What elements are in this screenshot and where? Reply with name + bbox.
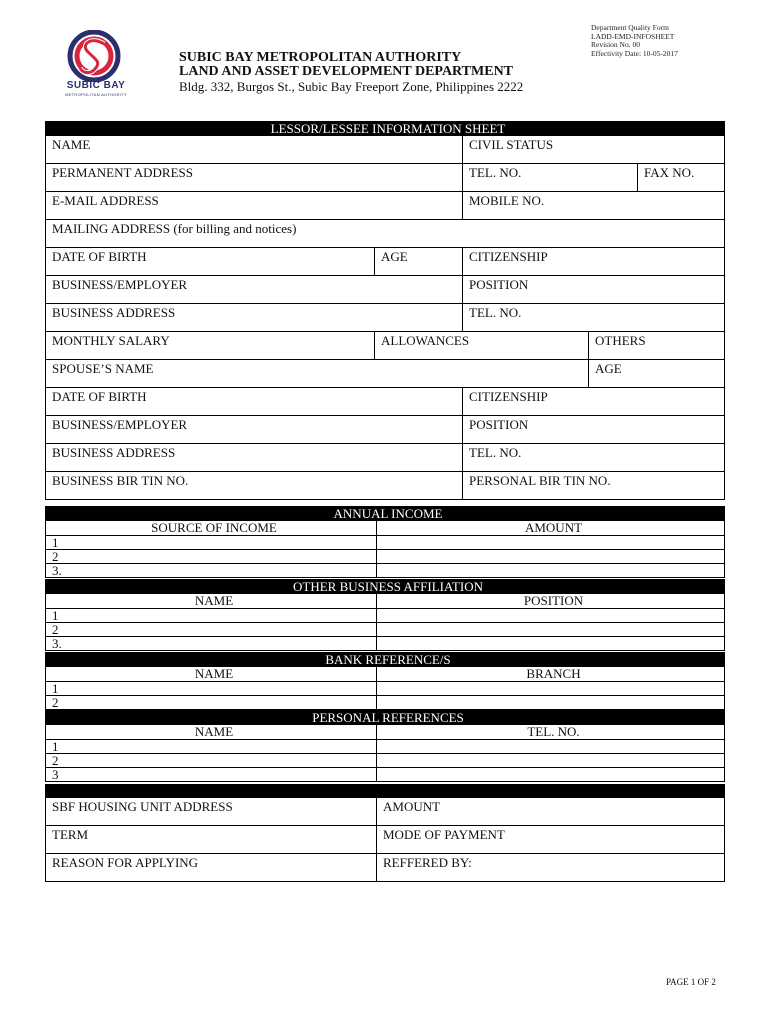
lessee-info-table <box>45 121 725 500</box>
business-tel-field[interactable]: TEL. NO. <box>463 304 725 332</box>
section-title-affiliation: OTHER BUSINESS AFFILIATION <box>46 580 725 594</box>
income-amount-cell[interactable] <box>377 536 725 550</box>
name-field[interactable]: NAME <box>46 136 463 164</box>
section-title-info: LESSOR/LESSEE INFORMATION SHEET <box>46 122 725 136</box>
personal-ref-row-number[interactable]: 3 <box>46 768 377 782</box>
personal-ref-tel-cell[interactable] <box>377 754 725 768</box>
income-row-number[interactable]: 3. <box>46 564 377 578</box>
date-of-birth-field[interactable]: DATE OF BIRTH <box>46 248 375 276</box>
fax-no-field[interactable]: FAX NO. <box>638 164 725 192</box>
page-number: PAGE 1 OF 2 <box>666 977 716 987</box>
revision-no: Revision No. 00 <box>591 40 640 49</box>
spouse-business-employer-field[interactable]: BUSINESS/EMPLOYER <box>46 416 463 444</box>
position-field[interactable]: POSITION <box>463 276 725 304</box>
annual-income-table <box>45 506 725 578</box>
bank-row-number[interactable]: 1 <box>46 682 377 696</box>
bank-branch-cell[interactable] <box>377 682 725 696</box>
term-field[interactable]: TERM <box>46 826 377 854</box>
effectivity-date: Effectivity Date: 10-05-2017 <box>591 48 678 58</box>
email-address-field[interactable]: E-MAIL ADDRESS <box>46 192 463 220</box>
spouse-business-address-field[interactable]: BUSINESS ADDRESS <box>46 444 463 472</box>
business-affiliation-table <box>45 579 725 651</box>
column-header-branch: BRANCH <box>377 667 725 682</box>
affiliation-row-number[interactable]: 1 <box>46 609 377 623</box>
section-divider-bar <box>46 785 725 798</box>
spouse-dob-field[interactable]: DATE OF BIRTH <box>46 388 463 416</box>
affiliation-position-cell[interactable] <box>377 637 725 651</box>
form-code: LADD-EMD-INFOSHEET <box>591 31 675 41</box>
bank-references-table <box>45 652 725 710</box>
spouse-name-field[interactable]: SPOUSE’S NAME <box>46 360 589 388</box>
spouse-citizenship-field[interactable]: CITIZENSHIP <box>463 388 725 416</box>
age-field[interactable]: AGE <box>375 248 463 276</box>
income-amount-cell[interactable] <box>377 564 725 578</box>
personal-ref-row-number[interactable]: 2 <box>46 754 377 768</box>
income-amount-cell[interactable] <box>377 550 725 564</box>
personal-bir-tin-field[interactable]: PERSONAL BIR TIN NO. <box>463 472 725 500</box>
mobile-no-field[interactable]: MOBILE NO. <box>463 192 725 220</box>
business-address-field[interactable]: BUSINESS ADDRESS <box>46 304 463 332</box>
column-header-amount: AMOUNT <box>377 521 725 536</box>
personal-ref-row-number[interactable]: 1 <box>46 740 377 754</box>
monthly-salary-field[interactable]: MONTHLY SALARY <box>46 332 375 360</box>
civil-status-field[interactable]: CIVIL STATUS <box>463 136 725 164</box>
affiliation-position-cell[interactable] <box>377 609 725 623</box>
personal-references-table <box>45 710 725 782</box>
tel-no-field[interactable]: TEL. NO. <box>463 164 638 192</box>
income-row-number[interactable]: 1 <box>46 536 377 550</box>
logo-subtitle: METROPOLITAN AUTHORITY <box>65 92 127 97</box>
housing-application-table <box>45 784 725 882</box>
permanent-address-field[interactable]: PERMANENT ADDRESS <box>46 164 463 192</box>
form-control-info <box>591 24 678 58</box>
reason-for-applying-field[interactable]: REASON FOR APPLYING <box>46 854 377 882</box>
mailing-address-field[interactable]: MAILING ADDRESS (for billing and notices) <box>46 220 725 248</box>
sbma-logo <box>46 30 142 100</box>
personal-ref-tel-cell[interactable] <box>377 740 725 754</box>
section-title-personal: PERSONAL REFERENCES <box>46 711 725 725</box>
column-header-source: SOURCE OF INCOME <box>46 521 377 536</box>
mode-of-payment-field[interactable]: MODE OF PAYMENT <box>377 826 725 854</box>
citizenship-field[interactable]: CITIZENSHIP <box>463 248 725 276</box>
affiliation-position-cell[interactable] <box>377 623 725 637</box>
affiliation-row-number[interactable]: 2 <box>46 623 377 637</box>
org-name: SUBIC BAY METROPOLITAN AUTHORITY <box>179 50 462 65</box>
personal-ref-tel-cell[interactable] <box>377 768 725 782</box>
section-title-annual-income: ANNUAL INCOME <box>46 507 725 521</box>
department-name: LAND AND ASSET DEVELOPMENT DEPARTMENT <box>179 64 514 79</box>
column-header-name: NAME <box>46 594 377 609</box>
logo-emblem-icon <box>46 30 142 82</box>
bank-row-number[interactable]: 2 <box>46 696 377 710</box>
column-header-tel-no: TEL. NO. <box>377 725 725 740</box>
logo-wordmark: SUBIC BAY <box>66 80 126 91</box>
section-title-bank: BANK REFERENCE/S <box>46 653 725 667</box>
spouse-age-field[interactable]: AGE <box>589 360 725 388</box>
others-field[interactable]: OTHERS <box>589 332 725 360</box>
business-bir-tin-field[interactable]: BUSINESS BIR TIN NO. <box>46 472 463 500</box>
affiliation-row-number[interactable]: 3. <box>46 637 377 651</box>
income-row-number[interactable]: 2 <box>46 550 377 564</box>
spouse-position-field[interactable]: POSITION <box>463 416 725 444</box>
spouse-tel-field[interactable]: TEL. NO. <box>463 444 725 472</box>
sbf-housing-unit-address-field[interactable]: SBF HOUSING UNIT ADDRESS <box>46 798 377 826</box>
bank-branch-cell[interactable] <box>377 696 725 710</box>
column-header-name: NAME <box>46 667 377 682</box>
column-header-position: POSITION <box>377 594 725 609</box>
org-address: Bldg. 332, Burgos St., Subic Bay Freeport Zone, Philippines 2222 <box>179 79 524 94</box>
amount-field[interactable]: AMOUNT <box>377 798 725 826</box>
allowances-field[interactable]: ALLOWANCES <box>375 332 589 360</box>
referred-by-field[interactable]: REFFERED BY: <box>377 854 725 882</box>
column-header-name: NAME <box>46 725 377 740</box>
form-type: Department Quality Form <box>591 23 669 32</box>
business-employer-field[interactable]: BUSINESS/EMPLOYER <box>46 276 463 304</box>
